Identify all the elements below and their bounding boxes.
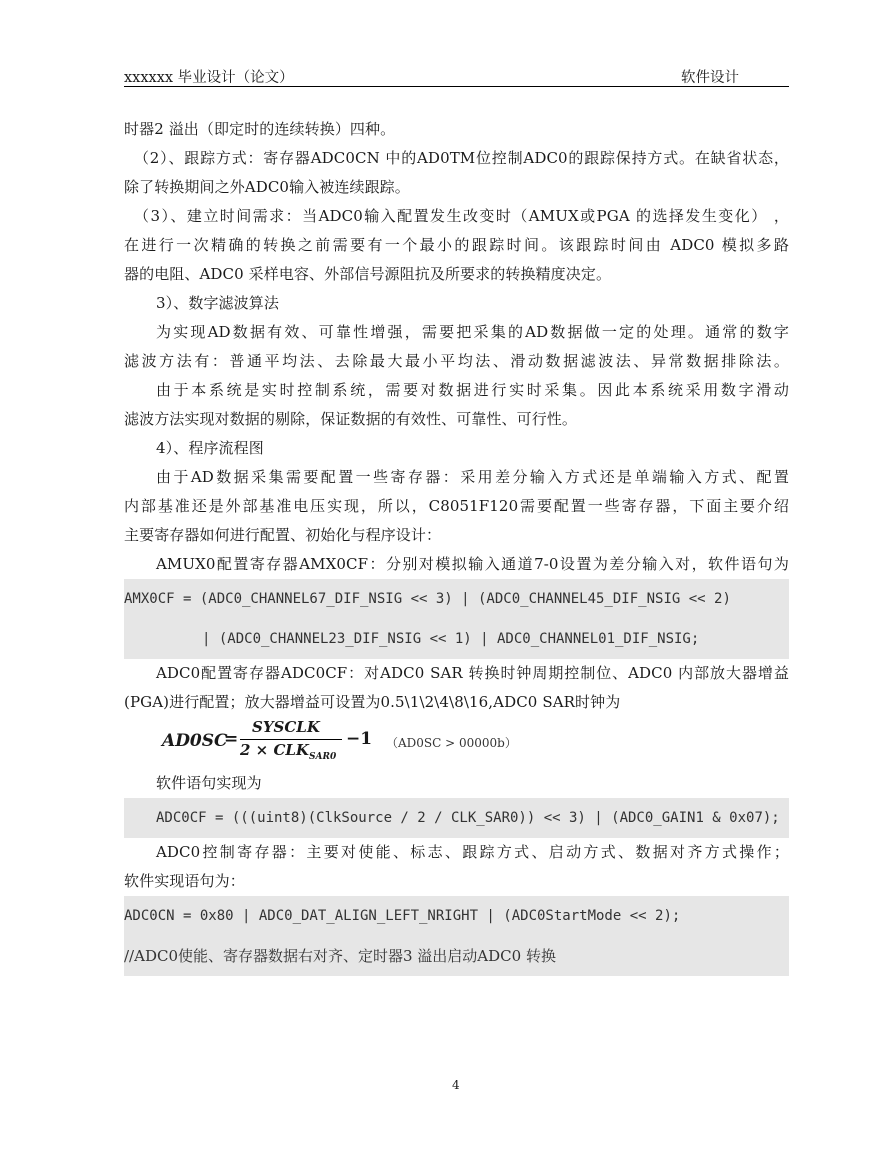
formula-denominator-main: 2 × CLK — [240, 741, 309, 759]
header-section-title: 软件设计 — [681, 70, 739, 86]
body-line: 软件实现语句为： — [124, 872, 245, 890]
page-number: 4 — [452, 1078, 460, 1092]
formula-ad0sc — [124, 717, 789, 769]
body-line: 滤波方法实现对数据的剔除，保证数据的有效性、可靠性、可行性。 — [124, 410, 578, 428]
formula-denominator — [240, 741, 336, 762]
code-line: ADC0CF = (((uint8)(ClkSource / 2 / CLK_SAR0)) << 3) | (ADC0_GAIN1 & 0x07); — [156, 810, 780, 826]
code-line: AMX0CF = (ADC0_CHANNEL67_DIF_NSIG << 3) | (ADC0_CHANNEL45_DIF_NSIG << 2) — [124, 591, 731, 607]
header-divider — [124, 86, 789, 87]
code-comment: //ADC0使能、寄存器数据右对齐、定时器3 溢出启动ADC0 转换 — [124, 947, 556, 965]
body-line: 滤波方法有：普通平均法、去除最大最小平均法、滑动数据滤波法、异常数据排除法。 — [124, 352, 789, 370]
section-heading: 3）、数字滤波算法 — [156, 294, 279, 312]
code-line: ADC0CN = 0x80 | ADC0_DAT_ALIGN_LEFT_NRIGHT | (ADC0StartMode << 2); — [124, 908, 681, 924]
formula-equals: = — [224, 729, 239, 749]
code-block-adc0cf — [124, 798, 789, 838]
formula-lhs: AD0SC — [162, 731, 228, 751]
code-line: | (ADC0_CHANNEL23_DIF_NSIG << 1) | ADC0_CHANNEL01_DIF_NSIG; — [202, 631, 700, 647]
body-line: 在进行一次精确的转换之前需要有一个最小的跟踪时间。该跟踪时间由 ADC0 模拟多路 — [124, 236, 789, 254]
body-line: ADC0控制寄存器：主要对使能、标志、跟踪方式、启动方式、数据对齐方式操作； — [156, 843, 789, 861]
body-line: 为实现AD数据有效、可靠性增强，需要把采集的AD数据做一定的处理。通常的数字 — [156, 323, 789, 341]
code-block-amx0cf — [124, 579, 789, 659]
body-line: 由于本系统是实时控制系统，需要对数据进行实时采集。因此本系统采用数字滑动 — [156, 381, 789, 399]
body-line: 时器2 溢出（即定时的连续转换）四种。 — [124, 120, 396, 138]
formula-denominator-subscript: SAR0 — [308, 752, 337, 762]
body-line: 器的电阻、ADC0 采样电容、外部信号源阻抗及所要求的转换精度决定。 — [124, 265, 612, 283]
body-line: 内部基准还是外部基准电压实现，所以，C8051F120需要配置一些寄存器，下面主要介绍 — [124, 497, 789, 515]
body-line: ADC0配置寄存器ADC0CF：对ADC0 SAR 转换时钟周期控制位、ADC0 内部放大器增益 — [156, 664, 789, 682]
body-line: 主要寄存器如何进行配置、初始化与程序设计： — [124, 526, 442, 544]
body-line: 除了转换期间之外ADC0输入被连续跟踪。 — [124, 178, 410, 196]
body-line: （2）、跟踪方式：寄存器ADC0CN 中的AD0TM位控制ADC0的跟踪保持方式。在缺省状态， — [134, 149, 789, 167]
code-block-adc0cn — [124, 896, 789, 976]
section-heading: 4）、程序流程图 — [156, 439, 264, 457]
body-line: 软件语句实现为 — [156, 774, 262, 792]
formula-minus-one: −1 — [346, 729, 373, 749]
formula-fraction-bar — [240, 739, 342, 740]
body-line: 由于AD数据采集需要配置一些寄存器：采用差分输入方式还是单端输入方式、配置 — [156, 468, 789, 486]
body-line: (PGA)进行配置；放大器增益可设置为0.5\1\2\4\8\16,ADC0 SAR时钟为 — [124, 693, 621, 711]
header-document-title: xxxxxx 毕业设计（论文） — [124, 70, 294, 86]
body-line: AMUX0配置寄存器AMX0CF：分别对模拟输入通道7-0设置为差分输入对，软件语句为 — [156, 555, 789, 573]
body-line: （3）、建立时间需求：当ADC0输入配置发生改变时（AMUX或PGA 的选择发生变化） ， — [134, 207, 789, 225]
page-body — [124, 115, 789, 976]
formula-condition: （AD0SC > 00000b） — [386, 736, 517, 750]
formula-numerator: SYSCLK — [252, 718, 320, 736]
